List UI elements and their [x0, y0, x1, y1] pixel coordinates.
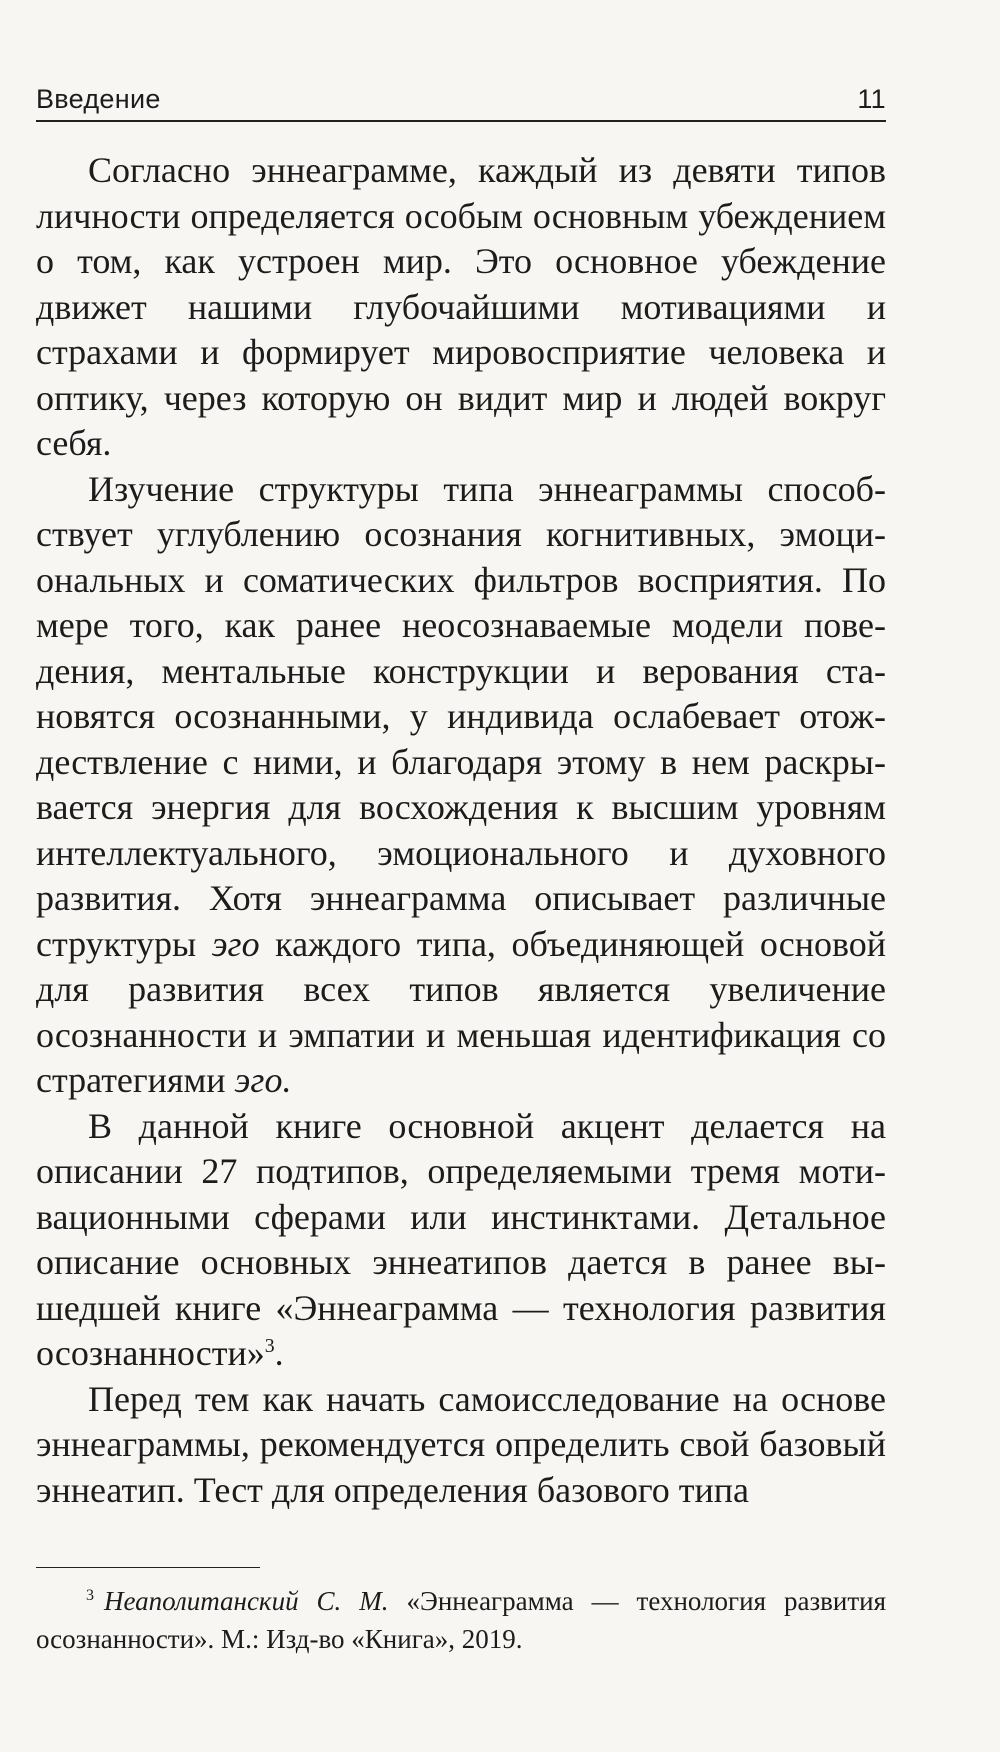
paragraph-4 [36, 1377, 886, 1514]
paragraph-1 [36, 148, 886, 467]
ego-term: эго [211, 923, 260, 964]
footnote-reference[interactable]: 3 [264, 1335, 275, 1357]
paragraph-2 [36, 467, 886, 1104]
paragraph-4-text: Перед тем как начать самоисследование на основе эннеаграммы, рекомендуется определить свой базовый эннеатип. Тест для определения базового типа [36, 1378, 886, 1510]
page-number: 11 [857, 84, 886, 114]
running-header [36, 82, 886, 122]
footnote-author: Неаполитанский С. М. [104, 1586, 389, 1616]
ego-term: эго. [234, 1060, 292, 1100]
footnote [36, 1582, 886, 1658]
footnote-marker: 3 [86, 1587, 94, 1604]
paragraph-2-text-a: Изучение структуры типа эннеаграммы способствует углублению осознания когнитивных, эмоциональных и соматических фильтров восприятия. По мере того, как ранее неосознаваемые модели поведения, ментальные конструкции и верования становятся осознанными, у индивида ослабевает отождествление с ними, и благодаря этому в нем раскрывается энергия для восхождения к высшим уровням интеллектуального, эмоционального и духовного развития. Хотя эннеаграмма описывает различные структуры [36, 468, 886, 964]
paragraph-1-text: Согласно эннеаграмме, каждый из девяти типов личности определяется особым основным убеждением о том, как устроен мир. Это основное убеждение движет нашими глубочайшими мотивациями и страхами и формирует мировосприятие человека и оптику, через которую он видит мир и людей вокруг себя. [36, 150, 886, 463]
body-text [36, 148, 886, 1513]
footnote-text: «Эннеаграмма — технология развития осознанности». М.: Изд-во «Книга», 2019. [36, 1586, 886, 1654]
paragraph-3-text: В данной книге основной акцент делается на описании 27 подтипов, определяемыми тремя мотивационными сферами или инстинктами. Детальное описание основных эннеатипов дается в ранее вышедшей книге «Эннеаграмма — технология развития осознанности» [36, 1105, 886, 1373]
footnote-divider [36, 1567, 260, 1568]
paragraph-2-text-b: каждого типа, объединяющей основой для развития всех типов является увеличение осознанности и эмпатии и меньшая идентификация со стратегиями [36, 923, 886, 1100]
paragraph-3 [36, 1104, 886, 1377]
book-page [36, 0, 886, 1752]
section-title: Введение [36, 84, 161, 114]
paragraph-3-end: . [274, 1333, 284, 1373]
